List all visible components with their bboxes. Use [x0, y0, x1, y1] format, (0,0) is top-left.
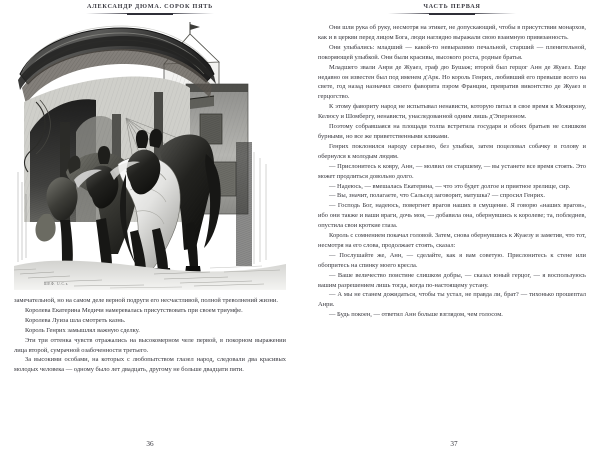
paragraph: Поэтому собравшаяся на площади толпа встретила государя и обоих братьев не слишком бурными, но все же приветственными кликами. — [318, 123, 586, 140]
paragraph: замечательной, но на самом деле верной подруги его несчастливой, полной треволнений жизни. — [14, 297, 278, 304]
paragraph: Король с сомнением покачал головой. Затем, снова обернувшись к Жуаезу и заметив, что тот, несмотря на его слова, продолжает стоять, сказал: — [318, 232, 586, 249]
paragraph: — Послушайте же, Анн, — сделайте, как я вам советую. Прислонитесь к стене или обопритесь на спинку моего кресла. — [318, 251, 586, 269]
paragraph: Они шли рука об руку, несмотря на этикет, не допускающий, чтобы в присутствии монархов, как и в церкви перед лицом Бога, люди наглядно выражали свою взаимную привязанность. — [318, 24, 586, 41]
paragraph: Королева Екатерина Медичи намеревалась присутствовать при своем триумфе. — [25, 306, 243, 314]
left-page-body — [14, 296, 286, 375]
paragraph: К этому фавориту народ не испытывал ненависти, которую питал в свое время к Можирону, Келюсу и Шомбергу, ненависти, унаследованной одним лишь д'Эперноном. — [318, 103, 586, 121]
paragraph: — Прислонитесь к ковру, Анн, — молвил он старшему, — вы устанете все время стоять. Это может продлиться довольно долго. — [318, 162, 586, 180]
paragraph: Королева Луиза шла смотреть казнь. — [25, 316, 126, 324]
right-page-folio: 37 — [450, 440, 458, 448]
paragraph: — Ваше величество поистине слишком добры, — сказал юный герцог, — я воспользуюсь вашим разрешением лишь тогда, когда по-настоящему устану. — [318, 271, 586, 289]
paragraph: Они улыбались: младший — какой-то невыразимо печальной, старший — пленительной, покоряющей улыбкой. Они были красивы, высокого роста, родные братья. — [318, 43, 586, 61]
left-running-head: АЛЕКСАНДР ДЮМА. СОРОК ПЯТЬ — [86, 3, 214, 10]
left-page-folio: 36 — [146, 440, 154, 448]
paragraph: Генрих поклонился народу серьезно, без улыбки, затем поцеловал собачку в голову и обернулся к молодым людям. — [318, 142, 586, 160]
engraving-signature: ШЕФ. U.С.ь — [44, 282, 68, 286]
engraving-svg — [14, 22, 286, 290]
left-header-rule — [86, 12, 214, 16]
paragraph: — Будь покоен, — ответил Анн больше взглядом, чем голосом. — [329, 311, 503, 319]
paragraph: — Вы, значит, полагаете, что Сальсед заговорит, матушка? — спросил Генрих. — [329, 192, 545, 200]
right-running-head: ЧАСТЬ ПЕРВАЯ — [423, 3, 481, 10]
paragraph: — Господь Бог, надеюсь, повергнет врагов наших в смущение. Я говорю «наших врагов», ибо они также и ваши враги, дочь моя, — добавила она, обернувшись к королеве; та, побледнев, опустила свои кроткие глаза. — [318, 202, 586, 230]
right-page — [300, 0, 600, 458]
paragraph: Король Генрих замышлял важную сделку. — [25, 326, 140, 334]
paragraph: — Надеюсь, — вмешалась Екатерина, — что это будет долгое и приятное зрелище, сир. — [329, 182, 571, 190]
paragraph: Эти три оттенка чувств отражались на высокомерном челе первой, в покорном выражении лица второй, сумрачной озабоченности третьего. — [14, 336, 286, 354]
paragraph: — А мы не станем дожидаться, чтобы ты устал, не правда ли, брат? — тихонько прошептал Анри. — [318, 291, 586, 309]
engraving-illustration — [14, 22, 286, 290]
paragraph: Младшего звали Анри де Жуаез, граф дю Бушаж; второй был герцог Анн де Жуаез. Еще недавно он известен был под именем д'Арк. Но король Генрих, любивший его превыше всего на свете, год назад назначил своего фаворита пэром Франции, превратив виконтство де Жуаез в герцогство. — [318, 63, 586, 101]
paragraph: За высокими особами, на которых с любопытством глазел народ, следовали два красивых молодых человека — одному было лет двадцать, другому не больше двадцати пяти. — [14, 356, 286, 374]
right-header-rule — [388, 12, 516, 16]
right-page-body — [318, 23, 586, 320]
